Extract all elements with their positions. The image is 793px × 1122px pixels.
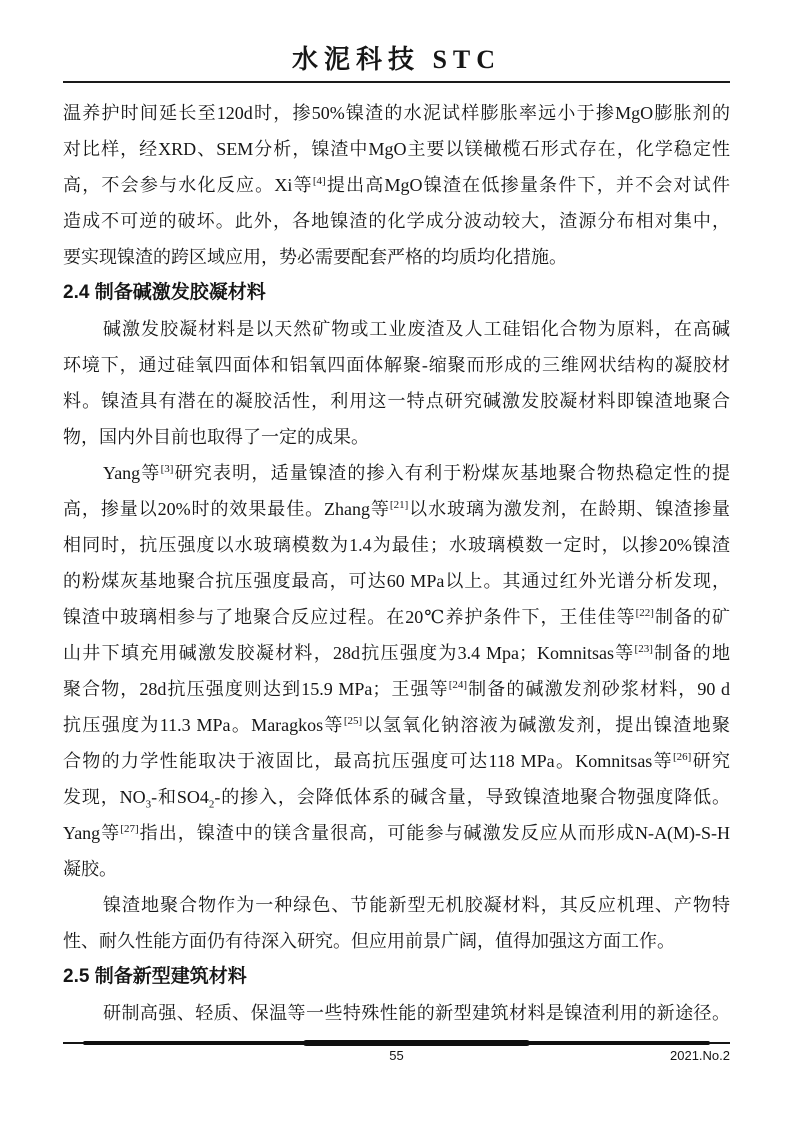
citation-reference: [4]: [312, 175, 326, 187]
text-line: [63, 527, 730, 563]
text-segment: 制备的碱激发剂砂浆材料，90 d: [467, 679, 730, 699]
text-segment: 镍渣地聚合物作为一种绿色、节能新型无机胶凝材料，其反应机理、产物特: [103, 895, 730, 915]
journal-header-title: 水泥科技 STC: [291, 45, 502, 74]
text-segment: Yang等: [63, 823, 121, 843]
text-segment: 料。镍渣具有潜在的凝胶活性，利用这一特点研究碱激发胶凝材料即镍渣地聚合: [63, 391, 730, 411]
header-rule: [63, 81, 730, 83]
text-segment: 以氢氧化钠溶液为碱激发剂，提出镍渣地聚: [362, 715, 730, 735]
text-segment: 2.5 制备新型建筑材料: [63, 966, 247, 987]
citation-reference: [23]: [634, 643, 653, 655]
text-line: [63, 347, 730, 383]
text-segment: 聚合物，28d抗压强度则达到15.9 MPa；王强等: [63, 679, 449, 699]
text-line: [63, 923, 730, 959]
text-segment: 以水玻璃为激发剂，在龄期、镍渣掺量: [408, 499, 730, 519]
footer-rule: [63, 1042, 730, 1044]
text-line: [63, 419, 730, 455]
text-line: [63, 671, 730, 707]
citation-reference: [21]: [389, 499, 409, 511]
text-segment: 碱激发胶凝材料是以天然矿物或工业废渣及人工硅铝化合物为原料，在高碱: [103, 319, 730, 339]
footer-page-number: 55: [389, 1048, 404, 1063]
text-segment: 环境下，通过硅氧四面体和铝氧四面体解聚-缩聚而形成的三维网状结构的凝胶材: [63, 355, 730, 375]
citation-reference: [25]: [343, 715, 363, 727]
text-line: [63, 563, 730, 599]
footer-issue: 2021.No.2: [670, 1048, 730, 1063]
text-segment: 造成不可逆的破坏。此外，各地镍渣的化学成分波动较大，渣源分布相对集中，: [63, 211, 730, 231]
text-line: [63, 707, 730, 743]
text-segment: 温养护时间延长至120d时，掺50%镍渣的水泥试样膨胀率远小于掺MgO膨胀剂的: [63, 103, 730, 123]
text-segment: 抗压强度为11.3 MPa。Maragkos等: [63, 715, 344, 735]
text-segment: 的粉煤灰基地聚合抗压强度最高，可达60 MPa以上。其通过红外光谱分析发现，: [63, 571, 730, 591]
section-heading: [63, 959, 730, 995]
text-segment: -的掺入，会降低体系的碱含量，导致镍渣地聚合物强度降低。: [214, 787, 730, 807]
text-segment: 制备的地: [652, 643, 730, 663]
text-segment: 2.4 制备碱激发胶凝材料: [63, 282, 266, 303]
text-segment: Yang等: [103, 463, 161, 483]
text-segment: -和SO4: [151, 787, 209, 807]
text-segment: 发现，NO: [63, 787, 146, 807]
text-line: [63, 779, 730, 815]
document-body: [63, 95, 730, 1031]
citation-reference: [3]: [160, 463, 174, 475]
section-heading: [63, 275, 730, 311]
text-line: [63, 203, 730, 239]
text-line: [63, 743, 730, 779]
text-line: [63, 851, 730, 887]
text-segment: 制备的矿: [653, 607, 730, 627]
text-line: [63, 383, 730, 419]
text-line: [63, 491, 730, 527]
text-segment: 高，不会参与水化反应。Xi等: [63, 175, 313, 195]
text-segment: 相同时，抗压强度以水玻璃模数为1.4为最佳；水玻璃模数一定时，以掺20%镍渣: [63, 535, 730, 555]
text-segment: 要实现镍渣的跨区域应用，势必需要配套严格的均质均化措施。: [63, 247, 567, 267]
text-segment: 指出，镍渣中的镁含量很高，可能参与碱激发反应从而形成N-A(M)-S-H: [138, 823, 730, 843]
text-line: [63, 95, 730, 131]
chemical-subscript: 2: [208, 798, 215, 811]
text-line: [63, 635, 730, 671]
text-segment: 镍渣中玻璃相参与了地聚合反应过程。在20℃养护条件下，王佳佳等: [63, 607, 636, 627]
text-line: [63, 815, 730, 851]
text-segment: 山井下填充用碱激发胶凝材料，28d抗压强度为3.4 Mpa；Komnitsas等: [63, 643, 635, 663]
text-line: [63, 239, 730, 275]
text-segment: 高，掺量以20%时的效果最佳。Zhang等: [63, 499, 390, 519]
text-segment: 研究: [691, 751, 730, 771]
citation-reference: [27]: [120, 823, 139, 835]
text-segment: 对比样，经XRD、SEM分析，镍渣中MgO主要以镁橄榄石形式存在，化学稳定性: [63, 139, 730, 159]
text-segment: 研究表明，适量镍渣的掺入有利于粉煤灰基地聚合物热稳定性的提: [173, 463, 730, 483]
text-line: [63, 599, 730, 635]
text-segment: 物，国内外目前也取得了一定的成果。: [63, 427, 369, 447]
text-line: [63, 887, 730, 923]
text-segment: 研制高强、轻质、保温等一些特殊性能的新型建筑材料是镍渣利用的新途径。: [103, 1003, 730, 1023]
text-line: [63, 455, 730, 491]
text-segment: 合物的力学性能取决于液固比，最高抗压强度可达118 MPa。Komnitsas等: [63, 751, 673, 771]
text-segment: 凝胶。: [63, 859, 117, 879]
text-segment: 性、耐久性能方面仍有待深入研究。但应用前景广阔，值得加强这方面工作。: [63, 931, 675, 951]
citation-reference: [24]: [448, 679, 468, 691]
citation-reference: [22]: [635, 607, 654, 619]
text-line: [63, 311, 730, 347]
text-line: [63, 995, 730, 1031]
text-line: [63, 167, 730, 203]
text-segment: 提出高MgO镍渣在低掺量条件下，并不会对试件: [325, 175, 730, 195]
citation-reference: [26]: [673, 751, 692, 763]
text-line: [63, 131, 730, 167]
chemical-subscript: 3: [145, 798, 152, 811]
